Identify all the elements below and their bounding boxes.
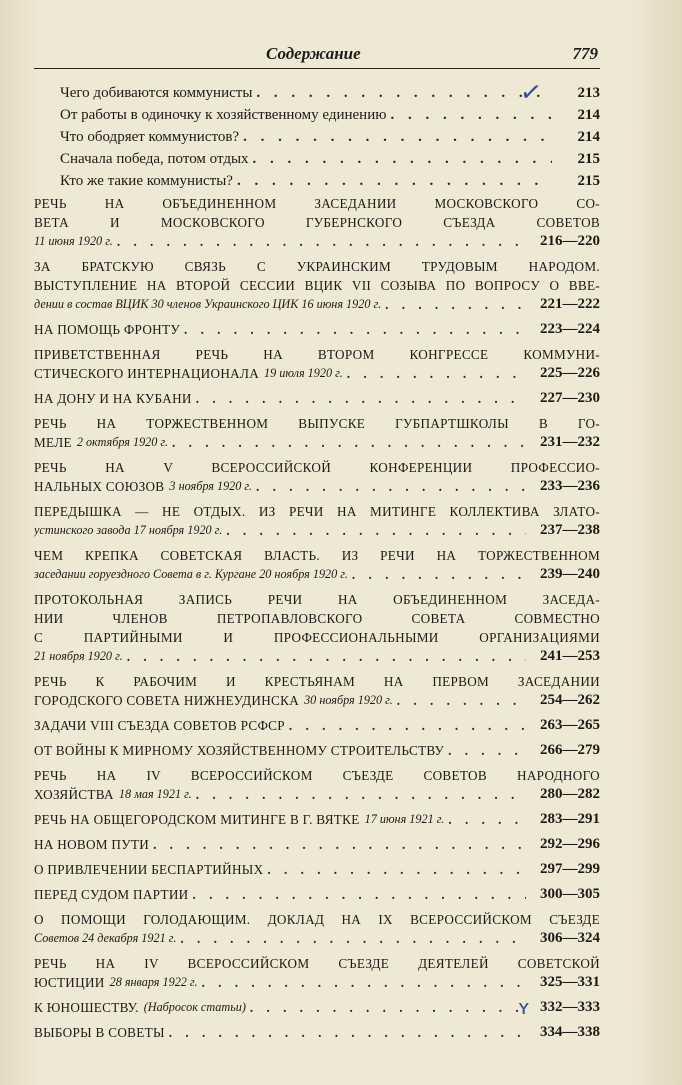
toc-entry-date: 17 июня 1921 г. [364, 812, 445, 826]
pencil-check-mark-icon: ʏ [517, 995, 530, 1019]
toc-page-range: 221—222 [540, 296, 600, 312]
toc-entry-title: ЗАДАЧИ VIII СЪЕЗДА СОВЕТОВ РСФСР [34, 718, 285, 733]
toc-entry [34, 910, 600, 948]
toc-entry [34, 320, 600, 339]
toc-entry [34, 502, 600, 540]
dot-leader [352, 565, 526, 584]
toc-line [34, 885, 600, 904]
toc-page-range: 325—331 [540, 974, 600, 990]
toc-line [34, 741, 600, 760]
toc-page-range: 306—324 [540, 930, 600, 946]
dot-leader [169, 1023, 526, 1042]
dot-leader [172, 433, 526, 452]
dot-leader [184, 320, 526, 339]
toc-entry-line: РЕЧЬ НА ОБЪЕДИНЕННОМ ЗАСЕДАНИИ МОСКОВСКОГО СО- [34, 196, 600, 211]
toc-line [34, 929, 600, 948]
toc-entry [34, 716, 600, 735]
dot-leader [127, 647, 526, 666]
toc-line [34, 810, 600, 829]
dot-leader [448, 741, 526, 760]
toc-entry-line: ЗА БРАТСКУЮ СВЯЗЬ С УКРАИНСКИМ ТРУДОВЫМ НАРОДОМ. [34, 259, 600, 274]
toc-entry-date: Советов 24 декабря 1921 г. [34, 931, 177, 945]
toc-subentry [60, 150, 600, 169]
toc-line [34, 320, 600, 339]
dot-leader [253, 150, 552, 169]
toc-subentry [60, 128, 600, 147]
toc-page-range: 223—224 [540, 321, 600, 337]
dot-leader [226, 521, 526, 540]
toc-entry-title: Сначала победа, потом отдых [60, 151, 249, 167]
dot-leader [397, 691, 526, 710]
toc-line [34, 785, 600, 804]
toc-entry-line: РЕЧЬ НА ТОРЖЕСТВЕННОМ ВЫПУСКЕ ГУБПАРТШКОЛЫ В ГО- [34, 416, 600, 431]
toc-page-range: 239—240 [540, 566, 600, 582]
toc-line [34, 433, 600, 452]
toc-page-range: 214 [577, 107, 600, 123]
toc-entry-date: 30 ноября 1920 г. [304, 693, 393, 707]
toc-entry [34, 810, 600, 829]
toc-entry-line: РЕЧЬ К РАБОЧИМ И КРЕСТЬЯНАМ НА ПЕРВОМ ЗАСЕДАНИИ [34, 674, 600, 689]
toc-entry-title: К ЮНОШЕСТВУ. [34, 1000, 139, 1015]
toc-entry [34, 766, 600, 804]
toc-entry [34, 590, 600, 666]
toc-page-range: 237—238 [540, 522, 600, 538]
toc-entry-date: устинского завода 17 ноября 1920 г. [34, 523, 223, 537]
toc-entry-title: НА ПОМОЩЬ ФРОНТУ [34, 322, 180, 337]
toc-entry-date: заседании горуездного Совета в г. Кургане 20 ноября 1920 г. [34, 567, 348, 581]
header-title: Содержание [266, 44, 361, 63]
dot-leader [192, 885, 526, 904]
toc-entry-line: ПЕРЕДЫШКА — НЕ ОТДЫХ. ИЗ РЕЧИ НА МИТИНГЕ КОЛЛЕКТИВА ЗЛАТО- [34, 504, 600, 519]
toc-line [60, 150, 600, 169]
toc-page-range: 214 [577, 129, 600, 145]
toc-entry-title: ВЫБОРЫ В СОВЕТЫ [34, 1025, 165, 1040]
toc-page-range: 215 [577, 151, 600, 167]
dot-leader [390, 106, 552, 125]
dot-leader [237, 172, 552, 191]
toc-entry-title: НАЛЬНЫХ СОЮЗОВ [34, 479, 165, 494]
toc-entry-title: От работы в одиночку к хозяйственному единению [60, 107, 387, 123]
toc-entry-title: О ПРИВЛЕЧЕНИИ БЕСПАРТИЙНЫХ [34, 862, 264, 877]
toc-entry-title: ОТ ВОЙНЫ К МИРНОМУ ХОЗЯЙСТВЕННОМУ СТРОИТЕЛЬСТВУ [34, 743, 445, 758]
toc-entry-title: ЮСТИЦИИ [34, 975, 105, 990]
toc-line [34, 477, 600, 496]
toc-entry [34, 389, 600, 408]
toc-entry-date: (Набросок статьи) [143, 1000, 246, 1014]
table-of-contents [34, 76, 600, 1048]
toc-entry [34, 995, 600, 1019]
toc-page-range: 225—226 [540, 365, 600, 381]
toc-subentry [60, 106, 600, 125]
toc-entry [34, 885, 600, 904]
toc-line [34, 232, 600, 251]
toc-entry-line: ПРИВЕТСТВЕННАЯ РЕЧЬ НА ВТОРОМ КОНГРЕССЕ КОММУНИ- [34, 347, 600, 362]
toc-entry-line: РЕЧЬ НА V ВСЕРОССИЙСКОЙ КОНФЕРЕНЦИИ ПРОФЕССИО- [34, 460, 600, 475]
toc-entry-date: дении в состав ВЦИК 30 членов Украинского ЦИК 16 июня 1920 г. [34, 297, 382, 311]
toc-page-range: 332—333 [540, 999, 600, 1015]
dot-leader [202, 973, 526, 992]
dot-leader [117, 232, 526, 251]
toc-page-range: 231—232 [540, 434, 600, 450]
toc-entry [34, 672, 600, 710]
toc-page-range: 297—299 [540, 861, 600, 877]
toc-entry-title: ГОРОДСКОГО СОВЕТА НИЖНЕУДИНСКА [34, 693, 300, 708]
toc-entry-line: ВЕТА И МОСКОВСКОГО ГУБЕРНСКОГО СЪЕЗДА СОВЕТОВ [34, 215, 600, 230]
dot-leader [250, 998, 526, 1017]
toc-page-range: 213 [577, 85, 600, 101]
toc-entry-line: ВЫСТУПЛЕНИЕ НА ВТОРОЙ СЕССИИ ВЦИК VII СОЗЫВА ПО ВОПРОСУ О ВВЕ- [34, 278, 600, 293]
toc-line [34, 835, 600, 854]
toc-page-range: 263—265 [540, 717, 600, 733]
toc-page-range: 280—282 [540, 786, 600, 802]
toc-line [34, 860, 600, 879]
toc-entry-title: РЕЧЬ НА ОБЩЕГОРОДСКОМ МИТИНГЕ В Г. ВЯТКЕ [34, 812, 360, 827]
dot-leader [256, 477, 526, 496]
toc-entry-title: Кто же такие коммунисты? [60, 173, 233, 189]
dot-leader [196, 785, 526, 804]
toc-page-range: 233—236 [540, 478, 600, 494]
toc-line [34, 565, 600, 584]
toc-line [34, 647, 600, 666]
dot-leader [289, 716, 526, 735]
toc-page-range: 241—253 [540, 648, 600, 664]
toc-entry [34, 194, 600, 251]
toc-entry-title: МЕЛЕ [34, 435, 72, 450]
running-header [34, 38, 600, 69]
toc-page-range: 292—296 [540, 836, 600, 852]
dot-leader [347, 364, 526, 383]
toc-entry-title: ПЕРЕД СУДОМ ПАРТИИ [34, 887, 189, 902]
toc-entry-line: С ПАРТИЙНЫМИ И ПРОФЕССИОНАЛЬНЫМИ ОРГАНИЗАЦИЯМИ [34, 630, 600, 645]
toc-entry-line: ЧЕМ КРЕПКА СОВЕТСКАЯ ВЛАСТЬ. ИЗ РЕЧИ НА ТОРЖЕСТВЕННОМ [34, 548, 600, 563]
toc-page-range: 334—338 [540, 1024, 600, 1040]
dot-leader [180, 929, 526, 948]
toc-line [34, 716, 600, 735]
pencil-check-mark-icon: ✓ [518, 76, 544, 110]
dot-leader [267, 860, 526, 879]
toc-line [34, 521, 600, 540]
dot-leader [243, 128, 552, 147]
toc-page-range: 266—279 [540, 742, 600, 758]
toc-entry [34, 414, 600, 452]
toc-entry-title: ХОЗЯЙСТВА [34, 787, 114, 802]
toc-entry-date: 21 ноября 1920 г. [34, 649, 123, 663]
toc-line [60, 106, 600, 125]
toc-page-range: 300—305 [540, 886, 600, 902]
toc-line [34, 1023, 600, 1042]
toc-entry-date: 2 октября 1920 г. [76, 435, 169, 449]
toc-page-range: 215 [577, 173, 600, 189]
toc-line [60, 128, 600, 147]
dot-leader [153, 835, 526, 854]
toc-entry [34, 1023, 600, 1042]
toc-page-range: 254—262 [540, 692, 600, 708]
toc-entry-date: 11 июня 1920 г. [34, 234, 113, 248]
toc-entry-line: ПРОТОКОЛЬНАЯ ЗАПИСЬ РЕЧИ НА ОБЪЕДИНЕННОМ ЗАСЕДА- [34, 592, 600, 607]
toc-entry-line: РЕЧЬ НА IV ВСЕРОССИЙСКОМ СЪЕЗДЕ ДЕЯТЕЛЕЙ СОВЕТСКОЙ [34, 956, 600, 971]
toc-entry-line: РЕЧЬ НА IV ВСЕРОССИЙСКОМ СЪЕЗДЕ СОВЕТОВ НАРОДНОГО [34, 768, 600, 783]
toc-subentry [60, 172, 600, 191]
toc-line [34, 973, 600, 992]
toc-entry [34, 954, 600, 992]
toc-page-range: 227—230 [540, 390, 600, 406]
toc-entry [34, 546, 600, 584]
toc-line [34, 364, 600, 383]
toc-line [34, 691, 600, 710]
dot-leader [385, 295, 526, 314]
toc-entry [34, 345, 600, 383]
toc-entry-title: НА НОВОМ ПУТИ [34, 837, 150, 852]
toc-subentry [60, 76, 600, 110]
toc-entry-title: Что ободряет коммунистов? [60, 129, 240, 145]
dot-leader [448, 810, 526, 829]
toc-entry-title: Чего добиваются коммунисты [60, 85, 253, 101]
toc-entry [34, 458, 600, 496]
header-page-number: 779 [572, 44, 598, 63]
toc-entry-date: 3 ноября 1920 г. [169, 479, 253, 493]
toc-entry [34, 860, 600, 879]
toc-line [60, 172, 600, 191]
toc-entry-date: 18 мая 1921 г. [118, 787, 192, 801]
toc-line [34, 295, 600, 314]
toc-entry-line: О ПОМОЩИ ГОЛОДАЮЩИМ. ДОКЛАД НА IX ВСЕРОССИЙСКОМ СЪЕЗДЕ [34, 912, 600, 927]
toc-entry-title: СТИЧЕСКОГО ИНТЕРНАЦИОНАЛА [34, 366, 260, 381]
toc-page-range: 283—291 [540, 811, 600, 827]
toc-entry-date: 28 января 1922 г. [109, 975, 198, 989]
toc-line [34, 998, 600, 1017]
toc-entry [34, 741, 600, 760]
toc-entry-title: НА ДОНУ И НА КУБАНИ [34, 391, 192, 406]
toc-entry [34, 257, 600, 314]
toc-page-range: 216—220 [540, 233, 600, 249]
toc-entry [34, 835, 600, 854]
dot-leader [196, 389, 526, 408]
toc-entry-date: 19 июля 1920 г. [264, 366, 343, 380]
dot-leader [256, 84, 552, 103]
toc-line [34, 389, 600, 408]
toc-entry-line: НИИ ЧЛЕНОВ ПЕТРОПАВЛОВСКОГО СОВЕТА СОВМЕСТНО [34, 611, 600, 626]
